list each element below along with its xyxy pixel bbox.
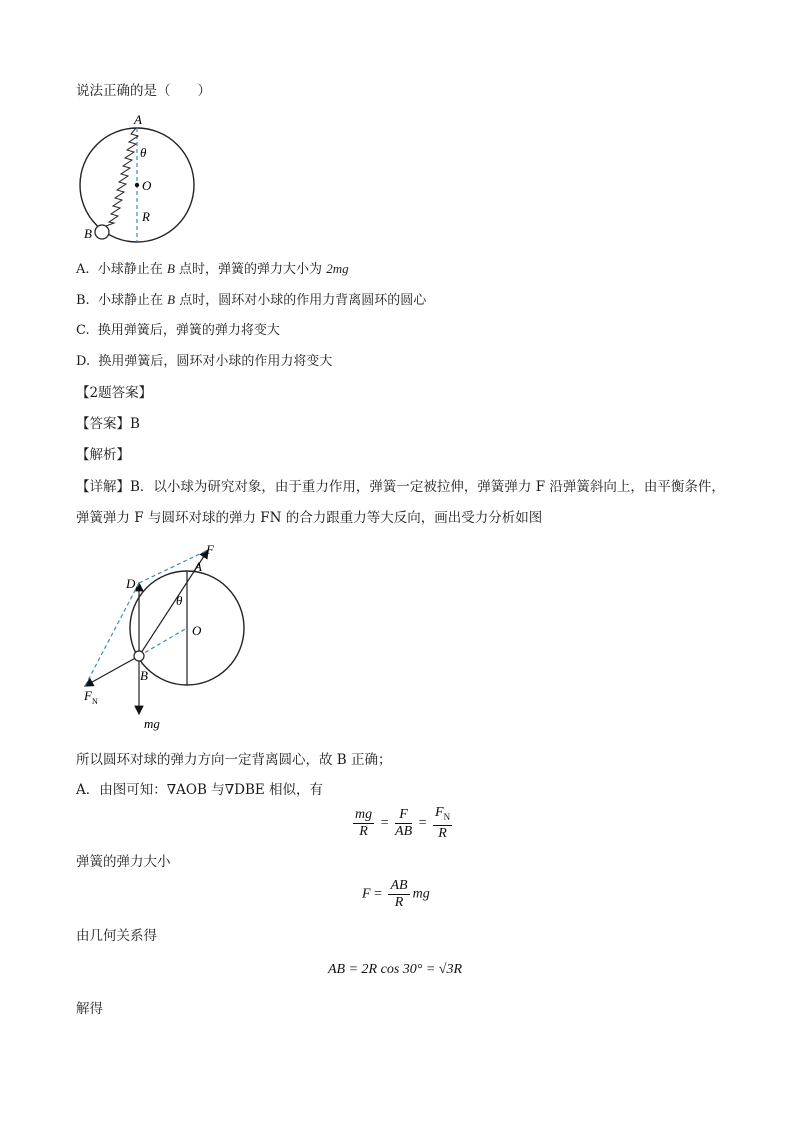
fig2-label-d: D — [126, 576, 136, 591]
geometry-label: 由几何关系得 — [76, 928, 157, 944]
option-a-var: B — [166, 261, 175, 276]
fig1-label-theta: θ — [140, 145, 147, 160]
eq2-lhs: F — [362, 886, 371, 902]
answer-tag: 【答案】 — [76, 416, 130, 432]
fig2-label-a: A — [194, 559, 202, 574]
solve-label: 解得 — [76, 1001, 103, 1017]
fig1-label-r: R — [142, 209, 150, 224]
fig2-label-fn-sub: N — [92, 697, 98, 706]
fig2-label-o: O — [192, 623, 202, 638]
option-a-prefix: A. — [76, 262, 90, 277]
option-b-text-before: 小球静止在 — [97, 293, 163, 308]
eq2-num: AB — [390, 878, 408, 893]
option-d-prefix: D. — [76, 354, 91, 369]
option-a-text-mid: 点时，弹簧的弹力大小为 — [179, 262, 323, 277]
geometry-equation: AB = 2R cos 30° = √3R — [328, 962, 463, 977]
option-b-var: B — [167, 292, 176, 307]
eq1-num-3: F — [435, 805, 444, 820]
option-a-text-before: 小球静止在 — [97, 262, 163, 277]
eq1-num-2: F — [395, 807, 412, 824]
option-b — [76, 291, 426, 310]
eq1-den-3: R — [438, 825, 447, 841]
option-b-prefix: B. — [76, 293, 90, 308]
option-d — [76, 353, 332, 371]
detail-tag: 【详解】 — [76, 479, 130, 495]
fig1-label-o: O — [142, 178, 152, 193]
spring-force-equation: F = $\frac{AB}{R}$ mg — [362, 878, 430, 910]
conclusion-line: 所以圆环对球的弹力方向一定背离圆心，故 B 正确； — [76, 752, 392, 768]
fig1-label-a: A — [134, 112, 142, 127]
fig2-label-theta: θ — [176, 593, 183, 608]
detail-line-1 — [76, 478, 725, 496]
answer-header: 【2题答案】 — [76, 385, 153, 401]
spring-force-label: 弹簧的弹力大小 — [76, 854, 171, 870]
fig2-label-fn: F — [84, 688, 92, 703]
eq2-tail: mg — [412, 886, 430, 902]
eq1-num-3-sub: N — [443, 811, 451, 822]
answer-line — [76, 415, 140, 433]
option-a-analysis-line: A．由图可知：∇AOB 与∇DBE 相似，有 — [76, 782, 324, 798]
option-a — [76, 260, 349, 279]
option-a-value: 2mg — [326, 261, 349, 276]
fig2-label-mg: mg — [144, 716, 160, 731]
fig2-label-f: F — [206, 542, 214, 557]
answer-value: B — [130, 416, 140, 432]
detail-line-2: 弹簧弹力 F 与圆环对球的弹力 FN 的合力跟重力等大反向，画出受力分析如图 — [76, 510, 543, 526]
option-c — [76, 322, 280, 340]
option-b-text-mid: 点时，圆环对小球的作用力背离圆环的圆心 — [179, 293, 427, 308]
option-d-text: 换用弹簧后，圆环对小球的作用力将变大 — [98, 354, 333, 369]
question-stem: 说法正确的是（ ） — [76, 83, 211, 99]
option-c-prefix: C. — [76, 323, 90, 338]
fig1-label-b: B — [84, 226, 92, 241]
eq1-den-2: AB — [395, 823, 413, 839]
detail-text-1: B．以小球为研究对象，由于重力作用，弹簧一定被拉伸，弹簧弹力 F 沿弹簧斜向上，由平衡条件， — [130, 479, 725, 495]
fig2-label-b: B — [140, 668, 148, 683]
eq2-den: R — [394, 895, 404, 910]
force-analysis-figure — [76, 538, 256, 738]
eq1-num-1: mg — [355, 806, 373, 822]
analysis-tag: 【解析】 — [76, 447, 130, 463]
option-c-text: 换用弹簧后，弹簧的弹力将变大 — [97, 323, 280, 338]
eq1-den-1: R — [359, 823, 368, 839]
ring-spring-figure — [70, 110, 210, 250]
similarity-equation: $\frac{mg}{R}$ = $\frac{F}{AB}$ = $\frac{F_N}{R}$ — [355, 805, 451, 841]
